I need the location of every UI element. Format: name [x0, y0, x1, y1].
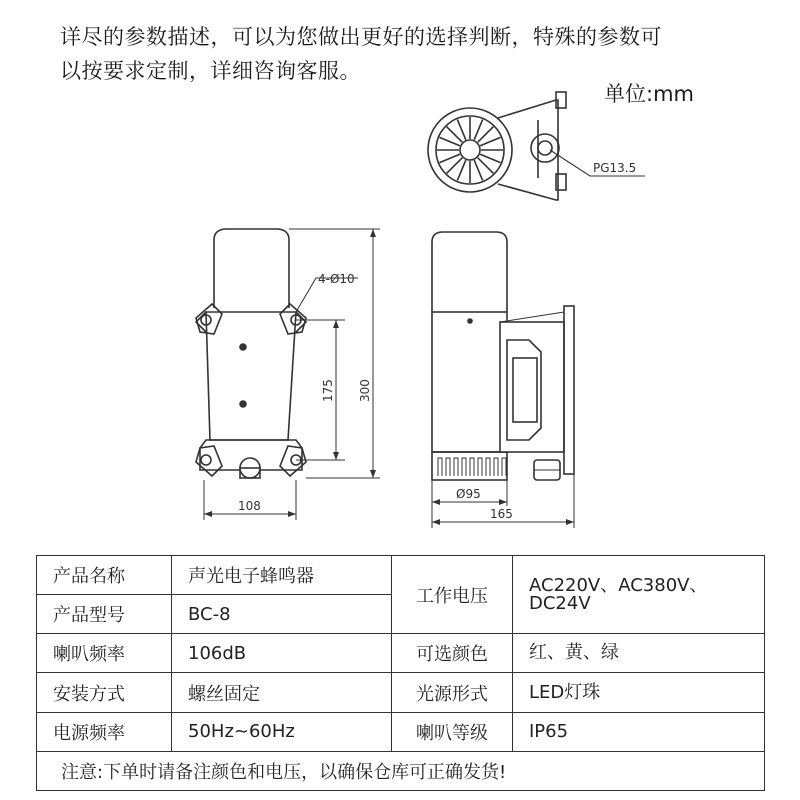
- grille-fin: [454, 458, 458, 476]
- grille-fin: [494, 458, 498, 476]
- intro-line-2: 以按要求定制，详细咨询客服。: [60, 59, 361, 83]
- unit-label: 单位:mm: [604, 82, 694, 106]
- lamp-dome: [214, 229, 289, 308]
- intro-line-1: 详尽的参数描述，可以为您做出更好的选择判断，特殊的参数可: [60, 25, 662, 49]
- grille-fin: [446, 458, 450, 476]
- side-view: [432, 232, 574, 528]
- pg-label: PG13.5: [593, 161, 637, 175]
- grille-fins: [438, 458, 506, 476]
- body-plate: [206, 312, 296, 440]
- grille-fin: [486, 458, 490, 476]
- spec-label: 产品型号: [37, 595, 172, 634]
- spec-label: 产品名称: [37, 556, 172, 595]
- spec-value: AC220V、AC380V、DC24V: [513, 556, 765, 634]
- spec-row: [37, 712, 765, 751]
- spec-value: 螺丝固定: [172, 673, 392, 712]
- dim-108: 108: [238, 499, 261, 513]
- spec-label: 工作电压: [392, 556, 513, 634]
- top-view: [428, 92, 645, 200]
- spec-row: [37, 673, 765, 712]
- wall-plate: [564, 306, 574, 474]
- dim-300: 300: [358, 379, 372, 402]
- grille-fin: [462, 458, 466, 476]
- spec-label: 喇叭频率: [37, 634, 172, 673]
- grille-fin: [502, 458, 506, 476]
- spec-value: LED灯珠: [513, 673, 765, 712]
- spec-row: [37, 634, 765, 673]
- dim-165: 165: [490, 507, 513, 521]
- spec-label: 安装方式: [37, 673, 172, 712]
- spec-value: 声光电子蜂鸣器: [172, 556, 392, 595]
- spec-table: [36, 555, 765, 791]
- body-side: [432, 312, 507, 452]
- spec-value: BC-8: [172, 595, 392, 634]
- order-note: 注意:下单时请备注颜色和电压，以确保仓库可正确发货!: [37, 751, 765, 790]
- lamp-dome-side: [432, 232, 507, 312]
- dim-175: 175: [321, 379, 335, 402]
- spec-value: 50Hz~60Hz: [172, 712, 392, 751]
- grille-fin: [478, 458, 482, 476]
- cable-gland-outer: [531, 134, 559, 162]
- grille-fin: [438, 458, 442, 476]
- hole-label: 4-Ø10: [318, 272, 355, 286]
- spec-label: 光源形式: [392, 673, 513, 712]
- junction-box: [500, 322, 564, 452]
- dim-95: Ø95: [456, 487, 481, 501]
- note-row: [37, 751, 765, 790]
- spec-value: 红、黄、绿: [513, 634, 765, 673]
- spec-value: 106dB: [172, 634, 392, 673]
- spec-label: 电源频率: [37, 712, 172, 751]
- spec-row: [37, 556, 765, 595]
- cable-gland-inner: [538, 141, 552, 155]
- grille-fin: [470, 458, 474, 476]
- spec-value: IP65: [513, 712, 765, 751]
- spec-label: 喇叭等级: [392, 712, 513, 751]
- spec-label: 可选颜色: [392, 634, 513, 673]
